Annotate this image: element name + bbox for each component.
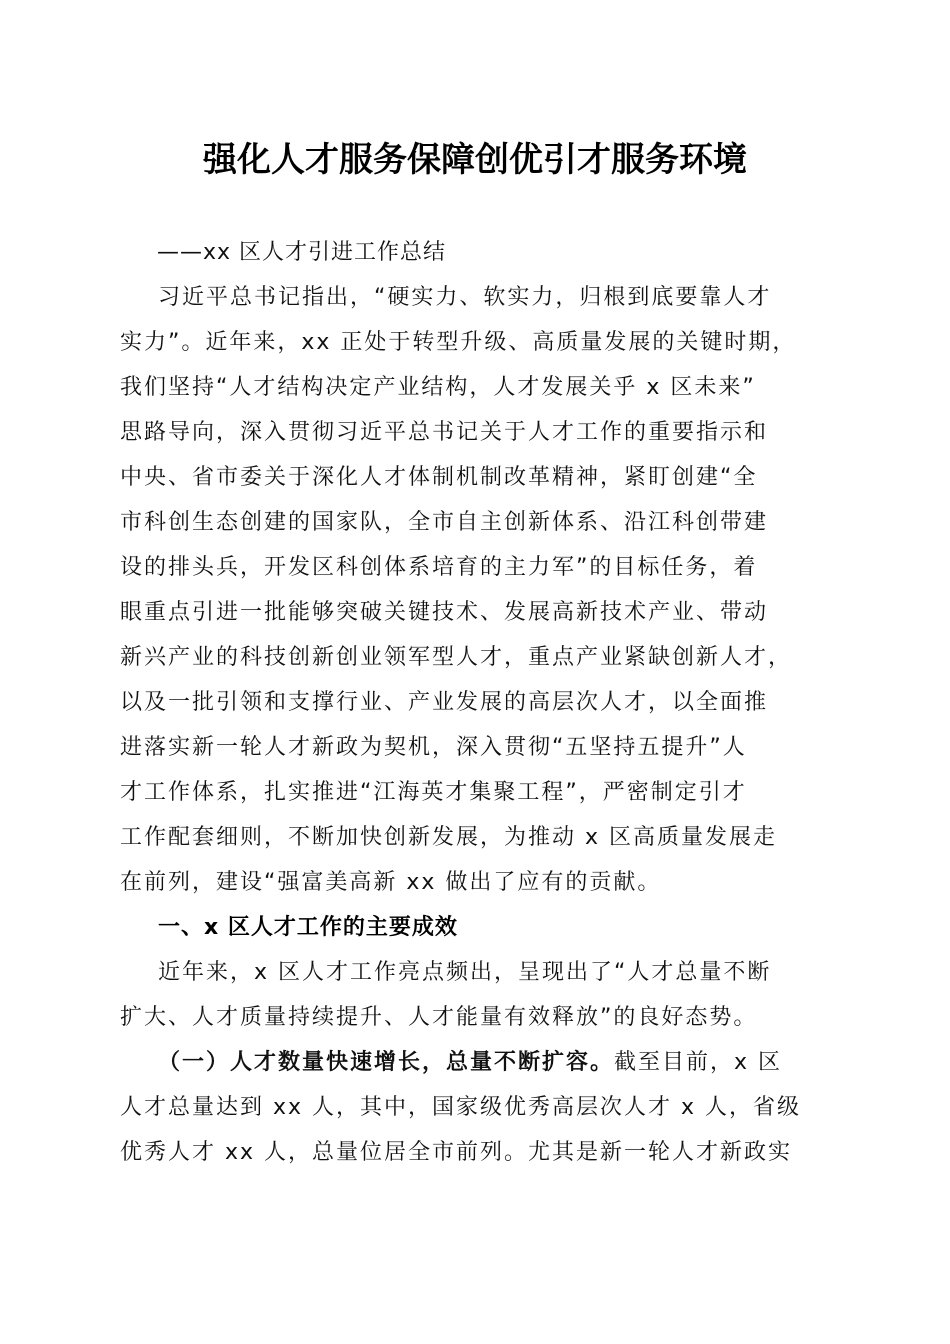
paragraph-line: 以及一批引领和支撑行业、产业发展的高层次人才，以全面推 [120, 690, 769, 715]
paragraph-line: 市科创生态创建的国家队，全市自主创新体系、沿江科创带建 [120, 510, 769, 535]
paragraph-line: 眼重点引进一批能够突破关键技术、发展高新技术产业、带动 [120, 600, 769, 625]
paragraph-line: 进落实新一轮人才新政为契机，深入贯彻“五坚持五提升”人 [120, 735, 747, 760]
paragraph-line: 扩大、人才质量持续提升、人才能量有效释放”的良好态势。 [120, 1005, 758, 1030]
paragraph-line: 新兴产业的科技创新创业领军型人才，重点产业紧缺创新人才， [120, 645, 793, 670]
subsection-text: 截至目前，x 区 [614, 1050, 783, 1075]
document-title: 强化人才服务保障创优引才服务环境 [203, 140, 747, 180]
document-subtitle: ——xx 区人才引进工作总结 [157, 240, 447, 265]
subsection-heading: （一）人才数量快速增长，总量不断扩容。 [158, 1050, 615, 1075]
paragraph-line: 中央、省市委关于深化人才体制机制改革精神，紧盯创建“全 [120, 465, 758, 490]
paragraph-line: 人才总量达到 xx 人，其中，国家级优秀高层次人才 x 人，省级 [120, 1095, 802, 1120]
paragraph-line: 我们坚持“人才结构决定产业结构，人才发展关乎 x 区未来” [120, 375, 756, 400]
paragraph-line: 工作配套细则，不断加快创新发展，为推动 x 区高质量发展走 [120, 825, 778, 850]
paragraph-line: 设的排头兵，开发区科创体系培育的主力军”的目标任务，着 [120, 555, 758, 580]
paragraph-line: 习近平总书记指出，“硬实力、软实力，归根到底要靠人才 [158, 285, 772, 310]
section-heading: 一、x 区人才工作的主要成效 [158, 915, 458, 940]
paragraph-line: 近年来，x 区人才工作亮点频出，呈现出了“人才总量不断 [158, 960, 772, 985]
subsection-line [120, 1040, 840, 1085]
paragraph-line: 才工作体系，扎实推进“江海英才集聚工程”，严密制定引才 [120, 780, 747, 805]
paragraph-line: 思路导向，深入贯彻习近平总书记关于人才工作的重要指示和 [120, 420, 769, 445]
paragraph-line: 优秀人才 xx 人，总量位居全市前列。尤其是新一轮人才新政实 [120, 1140, 793, 1165]
paragraph-line: 在前列，建设“强富美高新 xx 做出了应有的贡献。 [120, 870, 662, 895]
document-body [120, 230, 840, 1175]
paragraph-line: 实力”。近年来，xx 正处于转型升级、高质量发展的关键时期， [120, 330, 797, 355]
